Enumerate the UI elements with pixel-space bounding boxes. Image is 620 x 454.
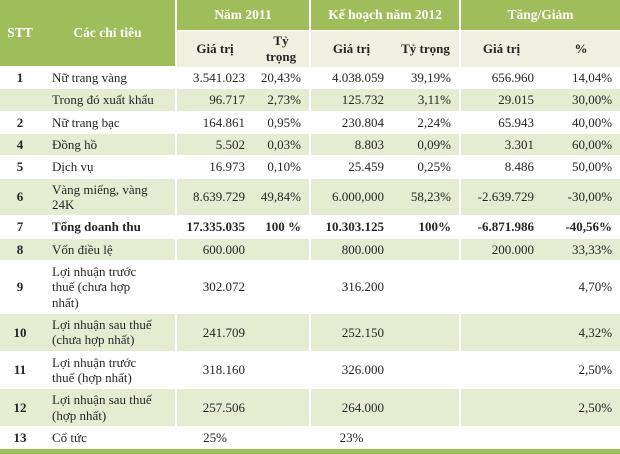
cell-value: 14,04% <box>542 67 620 89</box>
cell-value: -30,00% <box>542 178 620 216</box>
cell-stt: 4 <box>0 133 40 155</box>
cell-stt: 2 <box>0 111 40 133</box>
cell-value: 164.861 <box>176 111 253 133</box>
cell-criteria-label: Tổng doanh thu <box>40 216 176 238</box>
cell-value <box>392 351 460 389</box>
cell-value: 0,03% <box>253 133 310 155</box>
cell-value: 49,84% <box>253 178 310 216</box>
cell-value: 656.960 <box>460 67 542 89</box>
cell-value: -6.871.986 <box>460 216 542 238</box>
cell-value: 23% <box>310 426 392 448</box>
cell-value: 60,00% <box>542 133 620 155</box>
cell-value: 8.803 <box>310 133 392 155</box>
cell-criteria-label: Đồng hồ <box>40 133 176 155</box>
table-header <box>0 0 620 67</box>
cell-value <box>392 238 460 260</box>
cell-value <box>542 426 620 448</box>
cell-value: 40,00% <box>542 111 620 133</box>
cell-value: 5.502 <box>176 133 253 155</box>
cell-value: -40,56% <box>542 216 620 238</box>
table-row <box>0 89 620 111</box>
cell-value: 2,24% <box>392 111 460 133</box>
cell-stt: 9 <box>0 260 40 313</box>
cell-value: -2.639.729 <box>460 178 542 216</box>
cell-value: 39,19% <box>392 67 460 89</box>
header-criteria: Các chỉ tiêu <box>40 0 176 67</box>
table-row <box>0 178 620 216</box>
subheader-change-percent: % <box>542 30 620 67</box>
cell-criteria-label: Lợi nhuận sau thuế (hợp nhất) <box>40 389 176 427</box>
cell-value: 326.000 <box>310 351 392 389</box>
table-row <box>0 111 620 133</box>
cell-value: 800.000 <box>310 238 392 260</box>
cell-value: 96.717 <box>176 89 253 111</box>
cell-value: 318.160 <box>176 351 253 389</box>
cell-value: 65.943 <box>460 111 542 133</box>
subheader-2011-share: Tỷ trọng <box>253 30 310 67</box>
cell-value: 0,25% <box>392 156 460 178</box>
cell-stt: 13 <box>0 426 40 448</box>
cell-value <box>460 313 542 351</box>
cell-value <box>460 260 542 313</box>
table-row <box>0 351 620 389</box>
cell-value: 4,32% <box>542 313 620 351</box>
cell-stt: 8 <box>0 238 40 260</box>
subheader-2011-value: Giá trị <box>176 30 253 67</box>
cell-value: 33,33% <box>542 238 620 260</box>
cell-stt: 5 <box>0 156 40 178</box>
cell-value: 20,43% <box>253 67 310 89</box>
cell-value: 0,95% <box>253 111 310 133</box>
header-group-change: Tăng/Giảm <box>460 0 620 30</box>
cell-value: 125.732 <box>310 89 392 111</box>
table-body <box>0 67 620 449</box>
cell-criteria-label: Nữ trang bạc <box>40 111 176 133</box>
header-group-2012: Kế hoạch năm 2012 <box>310 0 460 30</box>
cell-value <box>392 260 460 313</box>
table-row <box>0 216 620 238</box>
cell-value <box>253 426 310 448</box>
cell-value <box>253 389 310 427</box>
subheader-2012-share: Tỷ trọng <box>392 30 460 67</box>
cell-value: 2,50% <box>542 351 620 389</box>
cell-value <box>460 426 542 448</box>
cell-value: 58,23% <box>392 178 460 216</box>
cell-criteria-label: Nữ trang vàng <box>40 67 176 89</box>
cell-value: 230.804 <box>310 111 392 133</box>
cell-value <box>253 313 310 351</box>
cell-value: 8.639.729 <box>176 178 253 216</box>
cell-value: 25.459 <box>310 156 392 178</box>
subheader-2012-value: Giá trị <box>310 30 392 67</box>
cell-value <box>460 389 542 427</box>
cell-stt: 7 <box>0 216 40 238</box>
cell-value: 4.038.059 <box>310 67 392 89</box>
cell-value: 2,50% <box>542 389 620 427</box>
cell-value: 264.000 <box>310 389 392 427</box>
cell-stt: 12 <box>0 389 40 427</box>
cell-value: 0,10% <box>253 156 310 178</box>
cell-value <box>392 389 460 427</box>
table-row <box>0 67 620 89</box>
table-row <box>0 260 620 313</box>
subheader-change-value: Giá trị <box>460 30 542 67</box>
cell-value: 100 % <box>253 216 310 238</box>
cell-value: 3.541.023 <box>176 67 253 89</box>
cell-value <box>392 313 460 351</box>
cell-stt: 11 <box>0 351 40 389</box>
cell-value: 3,11% <box>392 89 460 111</box>
cell-value: 302.072 <box>176 260 253 313</box>
cell-stt <box>0 89 40 111</box>
cell-criteria-label: Vàng miếng, vàng 24K <box>40 178 176 216</box>
cell-criteria-label: Trong đó xuất khẩu <box>40 89 176 111</box>
cell-value: 17.335.035 <box>176 216 253 238</box>
cell-value: 4,70% <box>542 260 620 313</box>
table-row <box>0 426 620 448</box>
table-row <box>0 156 620 178</box>
table-row <box>0 313 620 351</box>
cell-value: 25% <box>176 426 253 448</box>
table-row <box>0 238 620 260</box>
cell-value: 8.486 <box>460 156 542 178</box>
cell-value: 100% <box>392 216 460 238</box>
cell-stt: 1 <box>0 67 40 89</box>
cell-value <box>253 238 310 260</box>
cell-value: 2,73% <box>253 89 310 111</box>
cell-value: 10.303.125 <box>310 216 392 238</box>
cell-criteria-label: Vốn điều lệ <box>40 238 176 260</box>
cell-value <box>392 426 460 448</box>
cell-criteria-label: Lợi nhuận trước thuế (chưa hợp nhất) <box>40 260 176 313</box>
cell-value: 50,00% <box>542 156 620 178</box>
cell-value: 200.000 <box>460 238 542 260</box>
cell-criteria-label: Lợi nhuận sau thuế (chưa hợp nhất) <box>40 313 176 351</box>
cell-value: 257.506 <box>176 389 253 427</box>
cell-value <box>253 351 310 389</box>
cell-value: 0,09% <box>392 133 460 155</box>
header-stt: STT <box>0 0 40 67</box>
cell-value: 3.301 <box>460 133 542 155</box>
header-group-2011: Năm 2011 <box>176 0 310 30</box>
cell-criteria-label: Lợi nhuận trước thuế (hợp nhất) <box>40 351 176 389</box>
cell-value: 252.150 <box>310 313 392 351</box>
cell-value: 30,00% <box>542 89 620 111</box>
cell-value: 600.000 <box>176 238 253 260</box>
cell-value <box>460 351 542 389</box>
table-bottom-bar <box>0 449 620 454</box>
cell-criteria-label: Cổ tức <box>40 426 176 448</box>
cell-value <box>253 260 310 313</box>
table-row <box>0 389 620 427</box>
cell-value: 16.973 <box>176 156 253 178</box>
table-row <box>0 133 620 155</box>
cell-value: 316.200 <box>310 260 392 313</box>
cell-stt: 10 <box>0 313 40 351</box>
cell-value: 241.709 <box>176 313 253 351</box>
cell-stt: 6 <box>0 178 40 216</box>
cell-value: 29.015 <box>460 89 542 111</box>
cell-criteria-label: Dịch vụ <box>40 156 176 178</box>
cell-value: 6.000,000 <box>310 178 392 216</box>
